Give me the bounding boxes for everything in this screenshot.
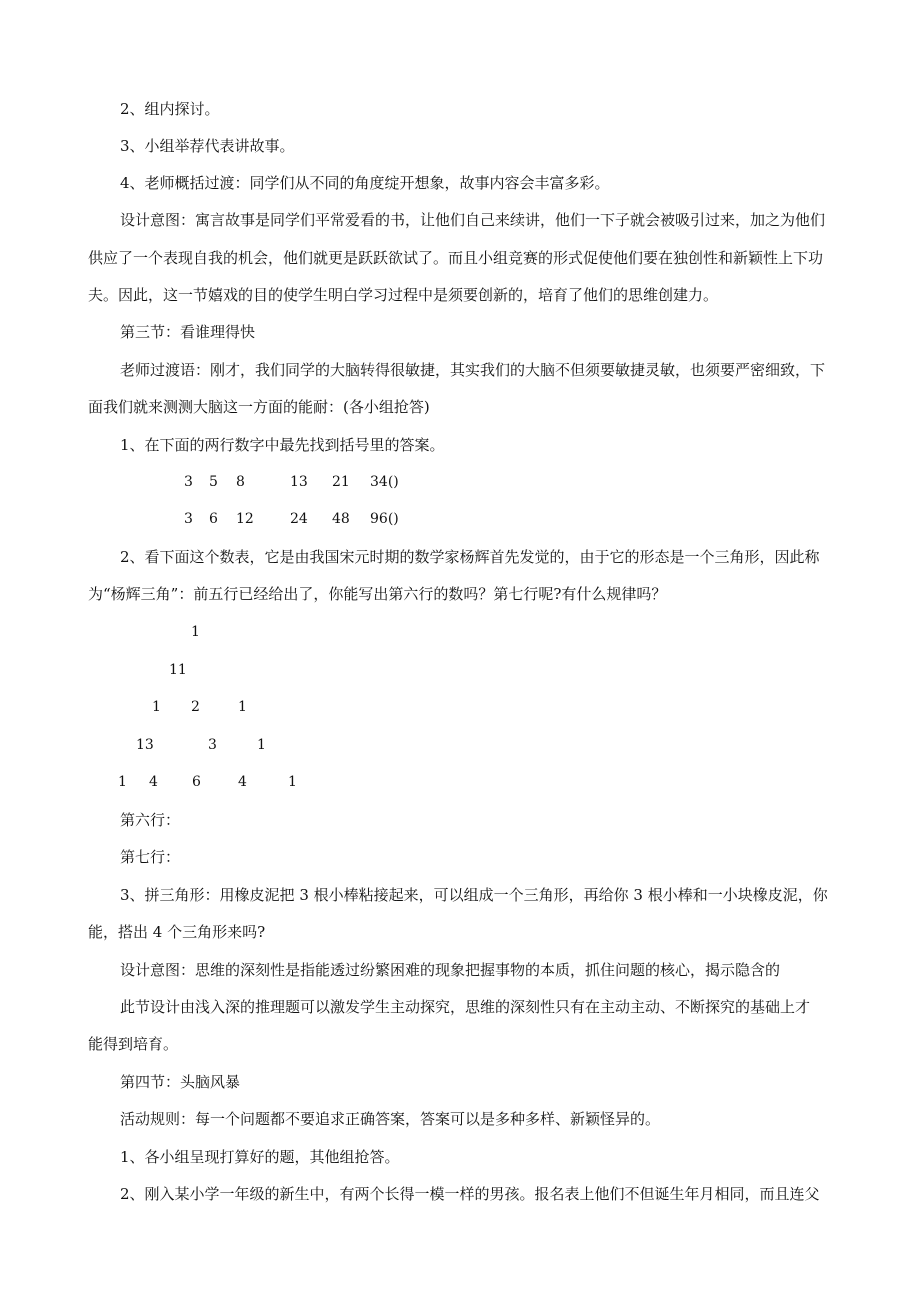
text-line: 3、小组举荐代表讲故事。 — [120, 137, 295, 155]
triangle-cell: 4 — [149, 774, 158, 790]
text-line: 能得到培育。 — [88, 1035, 179, 1053]
triangle-cell: 1 — [152, 699, 161, 715]
sequence-2-value: 48 — [332, 511, 350, 527]
triangle-cell: 6 — [192, 774, 201, 790]
text-line: 1、各小组呈现打算好的题，其他组抢答。 — [120, 1148, 400, 1166]
section-heading: 第四节：头脑风暴 — [120, 1073, 241, 1091]
triangle-cell: 1 — [118, 774, 127, 790]
text-line: 此节设计由浅入深的推理题可以激发学生主动探究，思维的深刻性只有在主动主动、不断探究的基础上才 — [120, 998, 811, 1016]
triangle-cell: 1 — [288, 774, 297, 790]
text-line: 2、组内探讨。 — [120, 100, 220, 118]
triangle-cell: 1 — [238, 699, 247, 715]
text-line: 能，搭出 4 个三角形来吗? — [88, 923, 266, 941]
sequence-2-value: 12 — [236, 511, 254, 527]
sequence-2-value: 6 — [209, 511, 218, 527]
text-line: 3、拼三角形：用橡皮泥把 3 根小棒粘接起来，可以组成一个三角形，再给你 3 根小棒和一小块橡皮泥，你 — [120, 886, 828, 904]
section-heading: 第三节：看谁理得快 — [120, 323, 256, 341]
text-line: 第七行： — [120, 848, 181, 866]
sequence-2-value: 3 — [184, 511, 193, 527]
sequence-1-value: 34() — [370, 474, 399, 490]
sequence-1-value: 8 — [236, 474, 245, 490]
text-line: 活动规则：每一个问题都不要追求正确答案，答案可以是多种多样、新颖怪异的。 — [120, 1110, 661, 1128]
sequence-1-value: 21 — [332, 474, 350, 490]
sequence-2-value: 96() — [370, 511, 399, 527]
text-line: 设计意图：寓言故事是同学们平常爱看的书，让他们自己来续讲，他们一下子就会被吸引过来，加之为他们 — [120, 211, 826, 229]
triangle-cell: 11 — [169, 662, 187, 678]
triangle-cell: 1 — [257, 737, 266, 753]
text-line: 1、在下面的两行数字中最先找到括号里的答案。 — [120, 436, 445, 454]
text-line: 面我们就来测测大脑这一方面的能耐：(各小组抢答) — [88, 398, 430, 416]
text-line: 老师过渡语：刚才，我们同学的大脑转得很敏捷，其实我们的大脑不但须要敏捷灵敏，也须要严密细致，下 — [120, 361, 826, 379]
text-line: 2、刚入某小学一年级的新生中，有两个长得一模一样的男孩。报名表上他们不但诞生年月相同，而且连父 — [120, 1185, 820, 1203]
text-line: 2、看下面这个数表，它是由我国宋元时期的数学家杨辉首先发觉的，由于它的形态是一个三角形，因此称 — [120, 548, 820, 566]
sequence-2-value: 24 — [290, 511, 308, 527]
triangle-cell: 13 — [136, 737, 154, 753]
text-line: 4、老师概括过渡：同学们从不同的角度绽开想象，故事内容会丰富多彩。 — [120, 174, 610, 192]
sequence-1-value: 3 — [184, 474, 193, 490]
text-line: 夫。因此，这一节嬉戏的目的使学生明白学习过程中是须要创新的，培育了他们的思维创建力。 — [88, 286, 719, 304]
text-line: 供应了一个表现自我的机会，他们就更是跃跃欲试了。而且小组竞赛的形式促使他们要在独创性和新颖性上下功 — [88, 249, 824, 267]
triangle-cell: 2 — [191, 699, 200, 715]
triangle-cell: 4 — [238, 774, 247, 790]
sequence-1-value: 5 — [209, 474, 218, 490]
text-line: 为“杨辉三角”：前五行已经给出了，你能写出第六行的数吗？第七行呢?有什么规律吗？ — [88, 585, 667, 603]
triangle-cell: 1 — [191, 624, 200, 640]
triangle-cell: 3 — [208, 737, 217, 753]
sequence-1-value: 13 — [290, 474, 308, 490]
text-line: 设计意图：思维的深刻性是指能透过纷繁困难的现象把握事物的本质，抓住问题的核心，揭示隐含的 — [120, 961, 781, 979]
text-line: 第六行： — [120, 811, 181, 829]
